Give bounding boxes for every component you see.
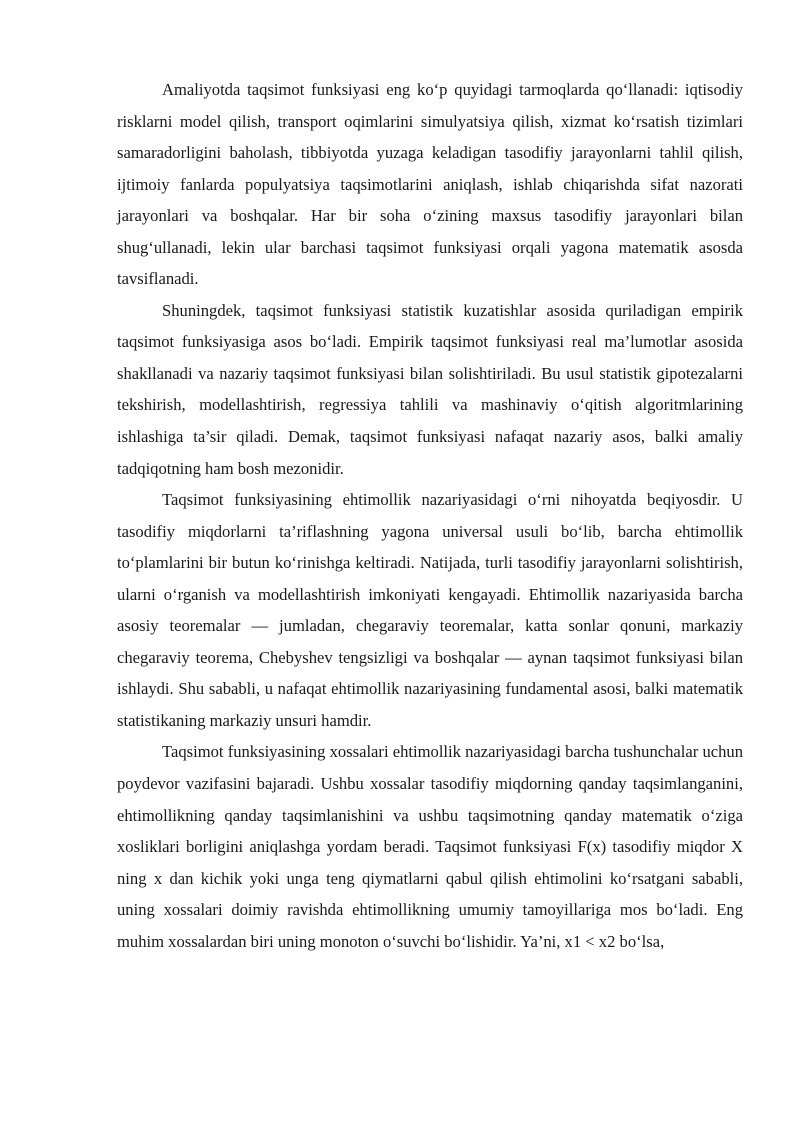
paragraph-empirical-distribution: Shuningdek, taqsimot funksiyasi statistik kuzatishlar asosida quriladigan empirik taqsimot funksiyasiga asos bo‘ladi. Empirik taqsimot funksiyasi real ma’lumotlar asosida shakllanadi va nazariy taqsimot funksiyasi bilan solishtiriladi. Bu usul statistik gipotezalarni tekshirish, modellashtirish, regressiya tahlili va mashinaviy o‘qitish algoritmlarining ishlashiga ta’sir qiladi. Demak, taqsimot funksiyasi nafaqat nazariy asos, balki amaliy tadqiqotning ham bosh mezonidir.: [117, 300, 743, 478]
paragraph-properties: Taqsimot funksiyasining xossalari ehtimollik nazariyasidagi barcha tushunchalar uchun poydevor vazifasini bajaradi. Ushbu xossalar tasodifiy miqdorning qanday taqsimlanganini, ehtimollikning qanday taqsimlanishini va ushbu taqsimotning qanday matematik o‘ziga xosliklari borligini aniqlashga yordam beradi. Taqsimot funksiyasi F(x) tasodifiy miqdor X ning x dan kichik yoki unga teng qiymatlarni qabul qilish ehtimolini ko‘rsatgani sababli, uning xossalari doimiy ravishda ehtimollikning umumiy tamoyillariga mos bo‘ladi. Eng muhim xossalardan biri uning monoton o‘suvchi bo‘lishidir. Ya’ni, x1 < x2 bo‘lsa,: [117, 742, 743, 951]
document-page: [117, 74, 743, 957]
paragraph-applications: Amaliyotda taqsimot funksiyasi eng ko‘p quyidagi tarmoqlarda qo‘llanadi: iqtisodiy risklarni model qilish, transport oqimlarini simulyatsiya qilish, xizmat ko‘rsatish tizimlari samaradorligini baholash, tibbiyotda yuzaga keladigan tasodifiy jarayonlarni tahlil qilish, ijtimoiy fanlarda populyatsiya taqsimotlarini aniqlash, ishlab chiqarishda sifat nazorati jarayonlari va boshqalar. Har bir soha o‘zining maxsus tasodifiy jarayonlari bilan shug‘ullanadi, lekin ular barchasi taqsimot funksiyasi orqali yagona matematik asosda tavsiflanadi.: [117, 80, 743, 289]
paragraph-role-in-probability: Taqsimot funksiyasining ehtimollik nazariyasidagi o‘rni nihoyatda beqiyosdir. U tasodifiy miqdorlarni ta’riflashning yagona universal usuli bo‘lib, barcha ehtimollik to‘plamlarini bir butun ko‘rinishga keltiradi. Natijada, turli tasodifiy jarayonlarni solishtirish, ularni o‘rganish va modellashtirish imkoniyati kengayadi. Ehtimollik nazariyasida barcha asosiy teoremalar — jumladan, chegaraviy teoremalar, katta sonlar qonuni, markaziy chegaraviy teorema, Chebyshev tengsizligi va boshqalar — aynan taqsimot funksiyasi bilan ishlaydi. Shu sababli, u nafaqat ehtimollik nazariyasining fundamental asosi, balki matematik statistikaning markaziy unsuri hamdir.: [117, 490, 743, 730]
